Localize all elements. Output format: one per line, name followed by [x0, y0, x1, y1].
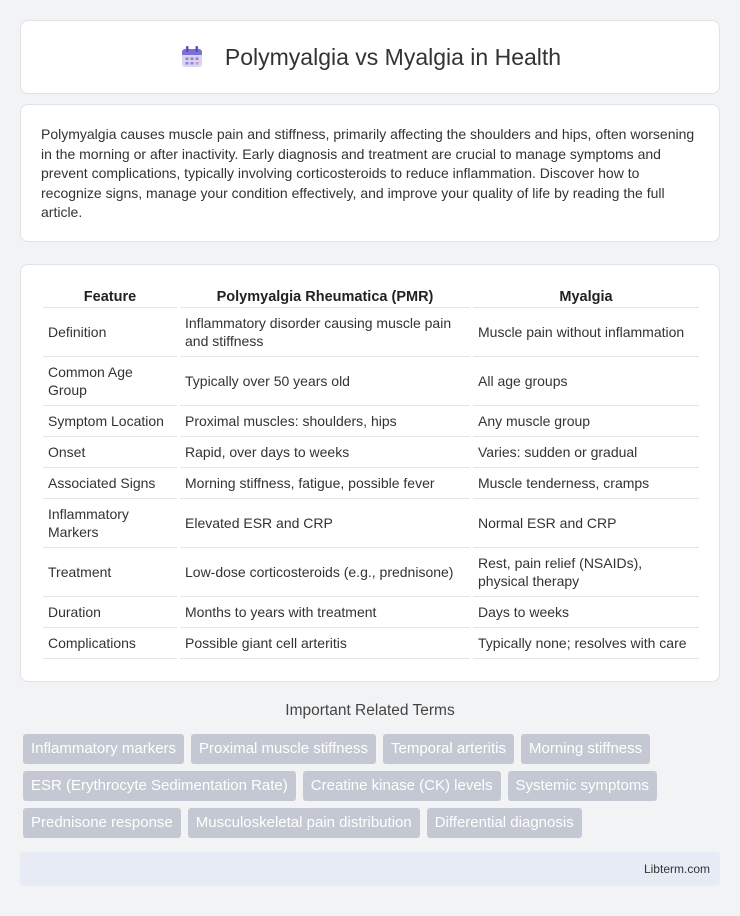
table-row: [43, 406, 699, 437]
related-term-tag[interactable]: Creatine kinase (CK) levels: [303, 771, 501, 801]
table-row: [43, 548, 699, 597]
table-cell: Months to years with treatment: [180, 597, 470, 628]
table-row: [43, 628, 699, 659]
table-row: [43, 499, 699, 548]
table-cell: Elevated ESR and CRP: [180, 499, 470, 548]
table-row: [43, 437, 699, 468]
comparison-table: [40, 285, 702, 659]
table-cell: Associated Signs: [43, 468, 177, 499]
table-cell: Typically over 50 years old: [180, 357, 470, 406]
table-cell: Complications: [43, 628, 177, 659]
table-cell: Any muscle group: [473, 406, 699, 437]
table-cell: Varies: sudden or gradual: [473, 437, 699, 468]
table-header-row: [43, 285, 699, 308]
table-cell: Symptom Location: [43, 406, 177, 437]
table-cell: Morning stiffness, fatigue, possible fever: [180, 468, 470, 499]
table-cell: Definition: [43, 308, 177, 357]
table-cell: Rapid, over days to weeks: [180, 437, 470, 468]
table-cell: Typically none; resolves with care: [473, 628, 699, 659]
table-cell: Onset: [43, 437, 177, 468]
related-term-tag[interactable]: Proximal muscle stiffness: [191, 734, 376, 764]
intro-text: Polymyalgia causes muscle pain and stiffness, primarily affecting the shoulders and hips, often worsening in the morning or after inactivity. Early diagnosis and treatment are crucial to manage symptoms and prevent complications, typically involving corticosteroids to reduce inflammation. Discover how to recognize signs, manage your condition effectively, and improve your quality of life by reading the full article.: [41, 126, 695, 220]
table-cell: Days to weeks: [473, 597, 699, 628]
related-term-tag[interactable]: Morning stiffness: [521, 734, 650, 764]
table-row: [43, 308, 699, 357]
comparison-table-card: [20, 264, 720, 682]
page-title: Polymyalgia vs Myalgia in Health: [224, 43, 562, 70]
footer: [20, 852, 720, 886]
related-term-tag[interactable]: Systemic symptoms: [508, 771, 657, 801]
table-cell: Muscle tenderness, cramps: [473, 468, 699, 499]
table-cell: Inflammatory disorder causing muscle pain and stiffness: [180, 308, 470, 357]
table-cell: Possible giant cell arteritis: [180, 628, 470, 659]
table-row: [43, 468, 699, 499]
related-term-tag[interactable]: Prednisone response: [23, 808, 181, 838]
table-cell: All age groups: [473, 357, 699, 406]
table-cell: Treatment: [43, 548, 177, 597]
related-term-tag[interactable]: Inflammatory markers: [23, 734, 184, 764]
header-inner: [179, 44, 561, 71]
table-row: [43, 357, 699, 406]
header-pmr: Polymyalgia Rheumatica (PMR): [180, 285, 470, 308]
related-term-tag[interactable]: Musculoskeletal pain distribution: [188, 808, 420, 838]
table-cell: Proximal muscles: shoulders, hips: [180, 406, 470, 437]
intro-card: [20, 104, 720, 242]
table-row: [43, 597, 699, 628]
calendar-icon: [179, 44, 205, 70]
table-cell: Duration: [43, 597, 177, 628]
related-term-tag[interactable]: ESR (Erythrocyte Sedimentation Rate): [23, 771, 296, 801]
related-term-tag[interactable]: Temporal arteritis: [383, 734, 514, 764]
related-terms-title: Important Related Terms: [285, 702, 455, 719]
related-terms-list: [23, 734, 723, 838]
header-feature: Feature: [43, 285, 177, 308]
table-cell: Rest, pain relief (NSAIDs), physical therapy: [473, 548, 699, 597]
table-cell: Common Age Group: [43, 357, 177, 406]
table-cell: Inflammatory Markers: [43, 499, 177, 548]
header-card: [20, 20, 720, 94]
related-term-tag[interactable]: Differential diagnosis: [427, 808, 582, 838]
table-cell: Normal ESR and CRP: [473, 499, 699, 548]
header-myalgia: Myalgia: [473, 285, 699, 308]
footer-site-link[interactable]: Libterm.com: [643, 862, 710, 876]
table-cell: Low-dose corticosteroids (e.g., prednisone): [180, 548, 470, 597]
table-cell: Muscle pain without inflammation: [473, 308, 699, 357]
